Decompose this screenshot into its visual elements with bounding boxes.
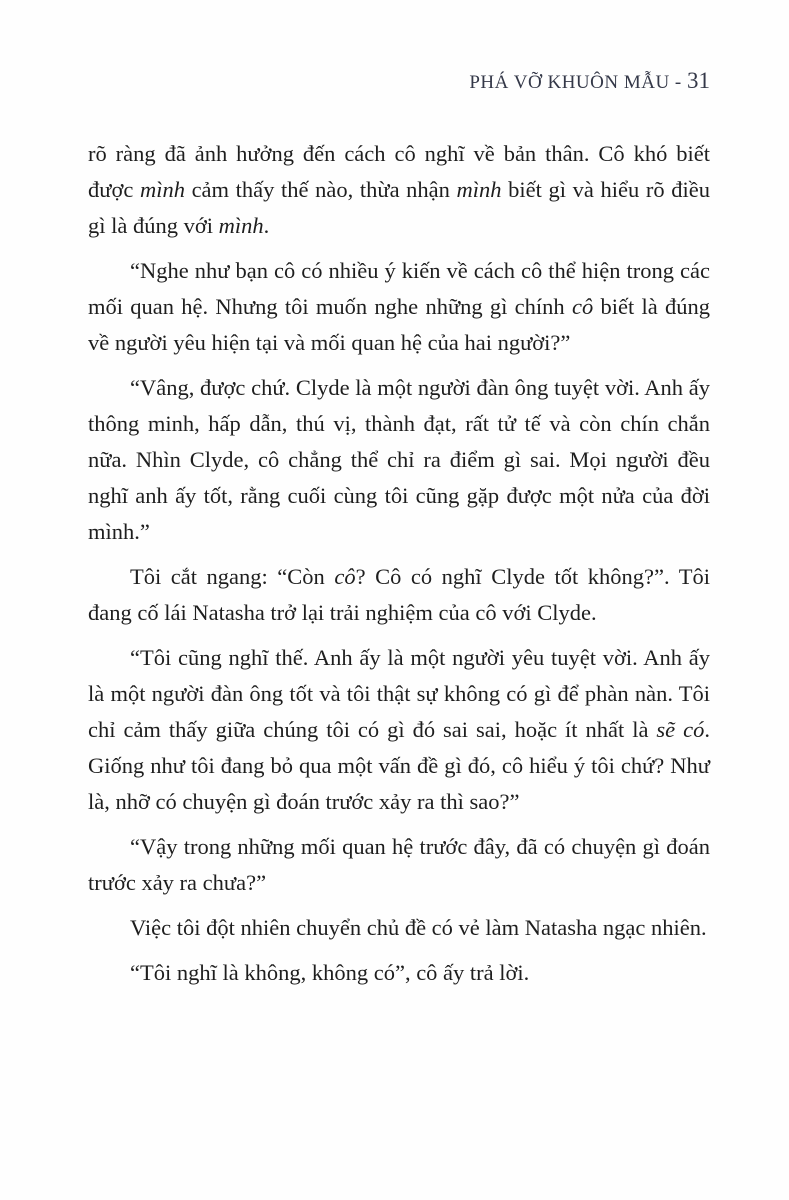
page-number: 31 [687, 68, 710, 93]
text-segment: . Giống như tôi đang bỏ qua một vấn đề gì đó, cô hiểu ý tôi chứ? Như là, nhỡ có chuyện gì đoán trước xảy ra thì sao?” [88, 717, 710, 814]
paragraph [88, 910, 710, 946]
italic-text: mình [139, 177, 185, 202]
text-segment: “Tôi nghĩ là không, không có”, cô ấy trả lời. [130, 960, 530, 985]
text-segment: biết là đúng về người yêu hiện tại và mối quan hệ của hai người?” [88, 294, 710, 355]
body-text [88, 136, 710, 1000]
italic-text: mình [456, 177, 502, 202]
text-segment: “Tôi cũng nghĩ thế. Anh ấy là một người yêu tuyệt vời. Anh ấy là một người đàn ông tốt và tôi thật sự không có gì để phàn nàn. Tôi chỉ cảm thấy giữa chúng tôi có gì đó sai sai, hoặc ít nhất là [88, 645, 710, 742]
text-segment: Tôi cắt ngang: “Còn [130, 564, 335, 589]
text-segment: “Nghe như bạn cô có nhiều ý kiến về cách cô thể hiện trong các mối quan hệ. Nhưng tôi muốn nghe những gì chính [88, 258, 710, 319]
italic-text: mình [218, 213, 264, 238]
paragraph [88, 136, 710, 244]
text-segment: “Vâng, được chứ. Clyde là một người đàn ông tuyệt vời. Anh ấy thông minh, hấp dẫn, thú vị, thành đạt, rất tử tế và còn chín chắn nữa. Nhìn Clyde, cô chẳng thể chỉ ra điểm gì sai. Mọi người đều nghĩ anh ấy tốt, rằng cuối cùng tôi cũng gặp được một nửa của đời mình.” [88, 375, 710, 544]
paragraph [88, 955, 710, 991]
text-segment: biết gì và hiểu rõ điều gì là đúng với [88, 177, 710, 238]
text-segment: ? Cô có nghĩ Clyde tốt không?”. Tôi đang cố lái Natasha trở lại trải nghiệm của cô với Clyde. [88, 564, 710, 625]
paragraph [88, 559, 710, 631]
text-segment: “Vậy trong những mối quan hệ trước đây, đã có chuyện gì đoán trước xảy ra chưa?” [88, 834, 710, 895]
header-title: PHÁ VỠ KHUÔN MẪU [469, 72, 670, 93]
header-separator: - [669, 72, 687, 93]
paragraph [88, 829, 710, 901]
italic-text: sẽ có [656, 717, 705, 742]
running-header [88, 68, 710, 94]
text-segment: Việc tôi đột nhiên chuyển chủ đề có vẻ làm Natasha ngạc nhiên. [130, 915, 707, 940]
paragraph [88, 253, 710, 361]
italic-text: cô [334, 564, 356, 589]
text-segment: rõ ràng đã ảnh hưởng đến cách cô nghĩ về bản thân. Cô khó biết được [88, 141, 710, 202]
text-segment: cảm thấy thế nào, thừa nhận [184, 177, 457, 202]
text-segment: . [263, 213, 270, 238]
italic-text: cô [571, 294, 594, 319]
paragraph [88, 370, 710, 550]
paragraph [88, 640, 710, 820]
